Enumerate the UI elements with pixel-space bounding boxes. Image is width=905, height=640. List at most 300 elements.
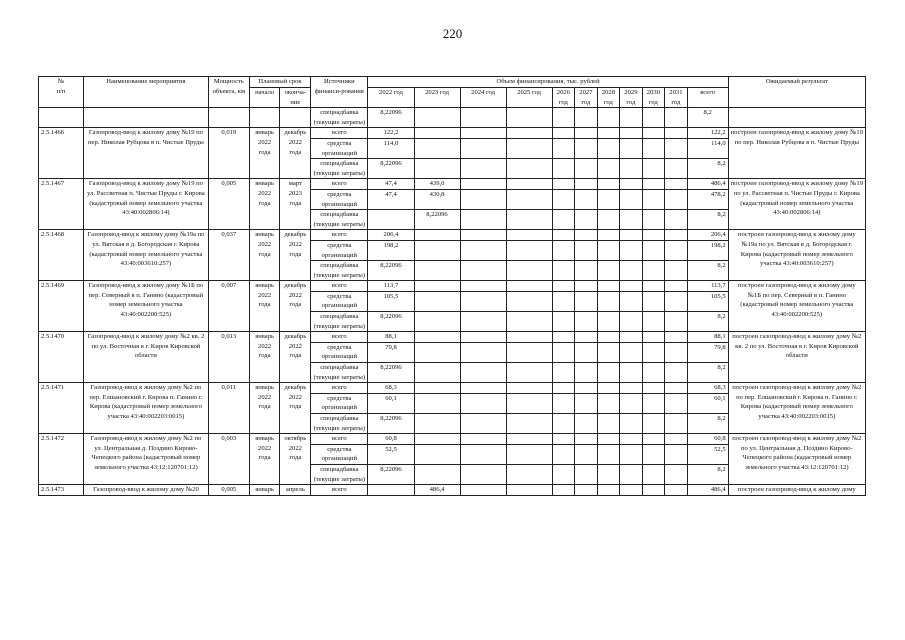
value-empty [665,383,688,394]
value-empty [460,312,506,332]
measure-start: январь 2022 года [249,332,280,383]
value-empty [460,179,506,190]
measure-number: 2.5.1467 [39,179,84,230]
measure-row [39,230,866,241]
value-empty [575,240,598,260]
value-empty [460,281,506,292]
value-total: 68,3 [687,383,728,394]
value-total: 79,8 [687,342,728,362]
value-empty [575,291,598,311]
value-empty [460,332,506,343]
value-empty [620,444,643,464]
value-empty [597,281,620,292]
measure-result: построен газопровод-ввод к жилому дому №2 кв. 2 по ул. Восточная в г. Киров Кировской области [728,332,865,383]
value-empty [506,464,552,484]
value-empty [597,128,620,139]
value-empty [665,128,688,139]
value-empty [460,189,506,209]
value-empty [575,138,598,158]
value-empty [575,363,598,383]
value-total: 52,5 [687,444,728,464]
value-empty [506,342,552,362]
measure-row [39,179,866,190]
value-empty [575,189,598,209]
value-empty [665,332,688,343]
source-cell: всего [311,179,368,190]
value-empty [665,434,688,445]
value-empty [665,414,688,434]
header-year: 2025 год [506,88,552,108]
header-end: оконча-ние [280,88,311,108]
measure-start: январь 2022 года [249,434,280,485]
table-body [39,108,866,496]
value-empty [642,332,665,343]
value-empty [575,230,598,241]
page-number: 220 [442,26,463,41]
value-empty [552,230,575,241]
value-total: 88,1 [687,332,728,343]
value-empty [552,261,575,281]
value-empty [552,332,575,343]
value-empty [642,210,665,230]
value-2023 [414,434,460,445]
value-empty [665,363,688,383]
value-empty [620,312,643,332]
value-empty [597,332,620,343]
value-empty [552,312,575,332]
table-header [39,77,866,108]
measure-row [39,332,866,343]
value-empty [506,332,552,343]
value-total: 206,4 [687,230,728,241]
value-total: 105,5 [687,291,728,311]
value-empty [552,189,575,209]
measure-end: март 2023 года [280,179,311,230]
value-empty [620,128,643,139]
source-cell: средства организаций [311,240,368,260]
value-empty [642,485,665,496]
value-empty [620,485,643,496]
value-empty [460,485,506,496]
measure-name: Газопровод-ввод к жилому дому №20 [84,485,209,496]
measure-start: январь 2022 года [249,281,280,332]
value-2023 [414,128,460,139]
value-empty [575,281,598,292]
measure-capacity: 0,003 [208,434,249,485]
value-empty [460,138,506,158]
value-2023: 439,0 [414,179,460,190]
value-empty [597,434,620,445]
source-cell: спецнадбавка (текущие затраты) [311,108,368,128]
value-total: 60,8 [687,434,728,445]
source-cell: всего [311,128,368,139]
value-empty [665,393,688,413]
value-total: 8,2 [687,159,728,179]
financing-table [38,76,866,496]
value-empty [665,261,688,281]
value-empty [642,281,665,292]
value-empty [552,383,575,394]
value-total: 60,1 [687,393,728,413]
measure-result: построен газопровод-ввод к жилому дому №1Б по пер. Северный в п. Ганино (кадастровый номер земельного участка 43:40:002200:525) [728,281,865,332]
value-empty [506,189,552,209]
value-empty [506,230,552,241]
value-empty [575,210,598,230]
value-total: 122,2 [687,128,728,139]
header-sources: Источники финанси-рования [311,77,368,108]
measure-number: 2.5.1472 [39,434,84,485]
value-empty [642,342,665,362]
value-empty [506,363,552,383]
value-empty [552,464,575,484]
value-2023 [414,281,460,292]
value-total: 8,2 [687,210,728,230]
value-empty [642,189,665,209]
value-empty [620,332,643,343]
value-total: 114,0 [687,138,728,158]
measure-start: январь 2022 года [249,383,280,434]
value-2022: 60,8 [368,434,414,445]
header-total: всего [687,88,728,108]
value-empty [597,312,620,332]
value-2022: 198,2 [368,240,414,260]
measure-capacity: 0,013 [208,332,249,383]
value-empty [575,179,598,190]
value-empty [575,312,598,332]
value-2022: 8,22096 [368,464,414,484]
measure-result: построен газопровод-ввод к жилому дому №19а по ул. Вятская в д. Богородская г. Кирова (кадастровый номер земельного участка 43:40:003610:257) [728,230,865,281]
value-2022 [368,210,414,230]
value-empty [620,261,643,281]
value-2023 [414,444,460,464]
value-empty [552,291,575,311]
value-empty [597,179,620,190]
value-empty [552,179,575,190]
value-empty [642,159,665,179]
header-financing: Объем финансирования, тыс. рублей [368,77,728,88]
source-cell: средства организаций [311,291,368,311]
measure-row [39,434,866,445]
value-empty [642,261,665,281]
value-empty [665,444,688,464]
measure-name: Газопровод-ввод к жилому дому №19 по пер. Николая Рубцова в п. Чистые Пруды [84,128,209,179]
measure-result: построен газопровод-ввод к жилому дому [728,485,865,496]
measure-number: 2.5.1466 [39,128,84,179]
measure-end: октябрь 2022 года [280,434,311,485]
source-cell: спецнадбавка (текущие затраты) [311,414,368,434]
value-empty [460,342,506,362]
value-empty [460,230,506,241]
value-empty [642,363,665,383]
value-empty [506,261,552,281]
measure-result: построен газопровод-ввод к жилому дому №19 по ул. Рассветная п. Чистые Пруды г. Кирова (кадастровый номер земельного участка 43:40:002806:14) [728,179,865,230]
value-2023 [414,159,460,179]
value-empty [575,434,598,445]
value-2023 [414,414,460,434]
value-empty [575,128,598,139]
value-2022 [368,485,414,496]
value-empty [597,159,620,179]
measure-end: декабрь 2022 года [280,230,311,281]
measure-row [39,485,866,496]
value-empty [575,342,598,362]
measure-number: 2.5.1469 [39,281,84,332]
value-empty [460,363,506,383]
measure-result: построен газопровод-ввод к жилому дому №2 по пер. Елшановский г. Кирова п. Ганино г. Кирова (кадастровый номер земельного участка 43:40:002203:0015) [728,383,865,434]
value-2022: 8,22096 [368,108,414,128]
value-2023: 8,22096 [414,210,460,230]
header-year: 2024 год [460,88,506,108]
value-empty [552,485,575,496]
value-empty [506,179,552,190]
value-2022: 206,4 [368,230,414,241]
value-empty [597,240,620,260]
value-empty [506,138,552,158]
source-cell: средства организаций [311,342,368,362]
value-2022: 52,5 [368,444,414,464]
value-2023 [414,393,460,413]
source-cell: всего [311,485,368,496]
value-total: 478,2 [687,189,728,209]
source-cell: всего [311,281,368,292]
value-total: 8,2 [687,312,728,332]
value-empty [642,240,665,260]
value-empty [597,444,620,464]
value-empty [665,210,688,230]
measure-capacity: 0,019 [208,128,249,179]
measure-result: построен газопровод-ввод к жилому дому №2 по ул. Центральная д. Поздино Кирово-Чепецкого района (кадастровый номер земельного участка 43:12:120701:12) [728,434,865,485]
value-empty [597,261,620,281]
header-year: 2028 год [597,88,620,108]
value-empty [506,444,552,464]
value-empty [642,464,665,484]
value-empty [552,281,575,292]
value-empty [575,444,598,464]
value-empty [597,189,620,209]
measure-name: Газопровод-ввод к жилому дому №2 кв. 2 по ул. Восточная в г. Киров Кировской области [84,332,209,383]
value-empty [665,179,688,190]
value-empty [575,159,598,179]
value-empty [552,342,575,362]
value-total: 8,2 [687,363,728,383]
value-2023 [414,138,460,158]
value-empty [552,434,575,445]
value-2022: 88,1 [368,332,414,343]
value-empty [665,312,688,332]
measure-capacity: 0,005 [208,179,249,230]
measure-name: Газопровод-ввод к жилому дому №2 по ул. Центральная д. Поздино Кирово-Чепецкого района (кадастровый номер земельного участка 43:12:120701:12) [84,434,209,485]
value-empty [506,383,552,394]
value-empty [552,444,575,464]
header-year: 2023 год [414,88,460,108]
header-period: Плановый срок [249,77,310,88]
header-start: начало [249,88,280,108]
value-empty [620,414,643,434]
value-empty [506,281,552,292]
measure-capacity: 0,007 [208,281,249,332]
value-2023 [414,240,460,260]
value-2023 [414,291,460,311]
source-cell: всего [311,230,368,241]
value-empty [460,261,506,281]
header-year: 2027 год [575,88,598,108]
value-empty [597,414,620,434]
value-empty [620,159,643,179]
source-cell: спецнадбавка (текущие затраты) [311,464,368,484]
measure-result: построен газопровод-ввод к жилому дому №19 по пер. Николая Рубцова в п. Чистые Пруды [728,128,865,179]
value-empty [620,240,643,260]
financing-table-container [38,76,866,592]
value-empty [620,179,643,190]
header-result: Ожидаемый результат [728,77,865,108]
value-empty [642,393,665,413]
value-2023 [414,230,460,241]
value-empty [460,383,506,394]
value-total: 8,2 [687,464,728,484]
value-total: 113,7 [687,281,728,292]
source-cell: спецнадбавка (текущие затраты) [311,159,368,179]
value-empty [597,230,620,241]
value-empty [460,444,506,464]
value-empty [460,414,506,434]
value-empty [665,342,688,362]
value-empty [552,363,575,383]
measure-capacity: 0,037 [208,230,249,281]
measure-name: Газопровод-ввод к жилому дому №2 по пер. Елшановский г. Кирова п. Ганино г. Кирова (кадастровый номер земельного участка 43:40:002203:0015) [84,383,209,434]
value-empty [620,434,643,445]
value-empty [620,363,643,383]
value-empty [597,138,620,158]
header-num: № п/п [39,77,84,108]
value-empty [620,393,643,413]
value-total: 198,2 [687,240,728,260]
measure-start: январь 2022 года [249,230,280,281]
header-year: 2030 год [642,88,665,108]
measure-number: 2.5.1471 [39,383,84,434]
value-2022: 8,22096 [368,261,414,281]
value-empty [620,342,643,362]
value-empty [552,210,575,230]
source-cell: средства организаций [311,393,368,413]
measure-number: 2.5.1473 [39,485,84,496]
value-2023: 486,4 [414,485,460,496]
measure-name: Газопровод-ввод к жилому дому №1Б по пер. Северный в п. Ганино (кадастровый номер земельного участка 43:40:002200:525) [84,281,209,332]
value-empty [665,230,688,241]
value-2023 [414,261,460,281]
header-year: 2031 год [665,88,688,108]
source-cell: средства организаций [311,138,368,158]
value-2022: 8,22096 [368,159,414,179]
value-empty [642,434,665,445]
value-empty [460,464,506,484]
value-empty [597,464,620,484]
value-total: 8,2 [687,261,728,281]
measure-end: декабрь 2022 года [280,383,311,434]
value-empty [575,464,598,484]
value-empty [575,383,598,394]
value-empty [642,128,665,139]
value-empty [506,485,552,496]
header-year: 2022 год [368,88,414,108]
value-empty [620,189,643,209]
value-empty [575,485,598,496]
value-2022: 122,2 [368,128,414,139]
value-empty [665,159,688,179]
value-2022: 8,22096 [368,312,414,332]
value-empty [552,414,575,434]
value-empty [642,383,665,394]
value-empty [460,434,506,445]
value-empty [620,230,643,241]
header-year: 2026 год [552,88,575,108]
value-empty [642,138,665,158]
value-empty [460,291,506,311]
value-empty [575,414,598,434]
value-empty [460,393,506,413]
source-cell: средства организаций [311,189,368,209]
value-empty [597,383,620,394]
value-empty [552,240,575,260]
value-empty [597,485,620,496]
value-empty [506,291,552,311]
header-name: Наименование мероприятия [84,77,209,108]
value-2022: 79,8 [368,342,414,362]
value-empty [552,159,575,179]
value-empty [665,189,688,209]
value-empty [552,138,575,158]
value-empty [552,393,575,413]
measure-end: апрель [280,485,311,496]
value-2022: 8,22096 [368,414,414,434]
value-2023 [414,383,460,394]
value-empty [620,464,643,484]
value-empty [665,464,688,484]
value-2022: 113,7 [368,281,414,292]
value-empty [597,210,620,230]
measure-end: декабрь 2022 года [280,332,311,383]
value-empty [552,128,575,139]
value-total: 486,4 [687,179,728,190]
measure-row [39,383,866,394]
value-empty [506,393,552,413]
value-empty [597,342,620,362]
value-empty [620,281,643,292]
value-empty [506,414,552,434]
value-empty [665,485,688,496]
value-empty [642,414,665,434]
source-cell: всего [311,434,368,445]
measure-start: январь 2022 года [249,128,280,179]
value-empty [575,332,598,343]
value-empty [506,434,552,445]
source-cell: средства организаций [311,444,368,464]
value-2023 [414,464,460,484]
value-empty [506,240,552,260]
value-2023 [414,332,460,343]
value-empty [620,291,643,311]
value-empty [506,210,552,230]
value-empty [575,261,598,281]
value-empty [642,312,665,332]
value-total: 8,2 [687,414,728,434]
measure-name: Газопровод-ввод к жилому дому №19 по ул. Рассветная п. Чистые Пруды г. Кирова (кадастровый номер земельного участка 43:40:002806:14) [84,179,209,230]
measure-row [39,281,866,292]
measure-row [39,128,866,139]
measure-number: 2.5.1468 [39,230,84,281]
value-2023 [414,342,460,362]
value-empty [460,128,506,139]
value-empty [597,393,620,413]
